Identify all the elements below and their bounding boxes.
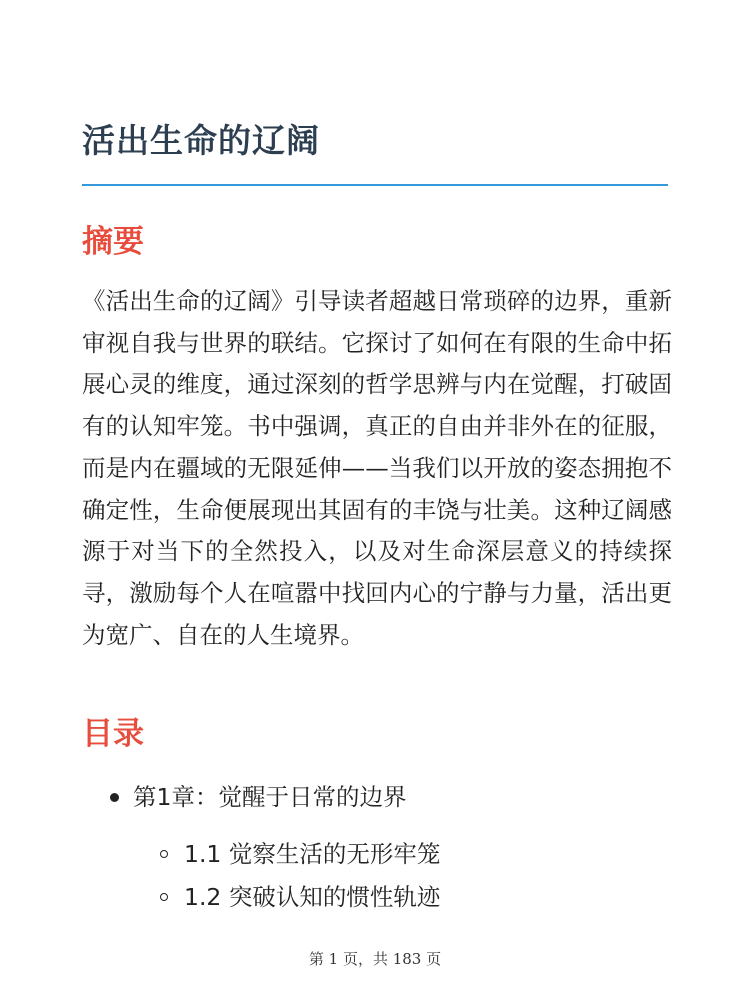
title-divider	[82, 184, 668, 186]
toc-item-label: 1.2 突破认知的惯性轨迹	[184, 883, 441, 911]
toc-item-label: 第1章：觉醒于日常的边界	[133, 783, 407, 811]
abstract-paragraph: 《活出生命的辽阔》引导读者超越日常琐碎的边界，重新审视自我与世界的联结。它探讨了如何在有限的生命中拓展心灵的维度，通过深刻的哲学思辨与内在觉醒，打破固有的认知牢笼。书中强调，真正的自由并非外在的征服，而是内在疆域的无限延伸——当我们以开放的姿态拥抱不确定性，生命便展现出其固有的丰饶与壮美。这种辽阔感源于对当下的全然投入，以及对生命深层意义的持续探寻，激励每个人在喧嚣中找回内心的宁静与力量，活出更为宽广、自在的人生境界。	[82, 287, 672, 649]
toc-item-section-1-2[interactable]	[160, 880, 440, 914]
bullet-disc-icon	[110, 793, 119, 802]
bullet-circle-icon	[160, 850, 168, 858]
bullet-circle-icon	[160, 893, 168, 901]
toc-heading: 目录	[82, 716, 144, 752]
toc-item-label: 1.1 觉察生活的无形牢笼	[184, 840, 441, 868]
toc-item-section-1-1[interactable]	[160, 837, 440, 871]
toc-item-chapter-1[interactable]	[110, 780, 406, 814]
page-title: 活出生命的辽阔	[82, 121, 320, 160]
page-number-footer: 第 1 页，共 183 页	[308, 950, 442, 968]
abstract-heading: 摘要	[82, 224, 144, 260]
